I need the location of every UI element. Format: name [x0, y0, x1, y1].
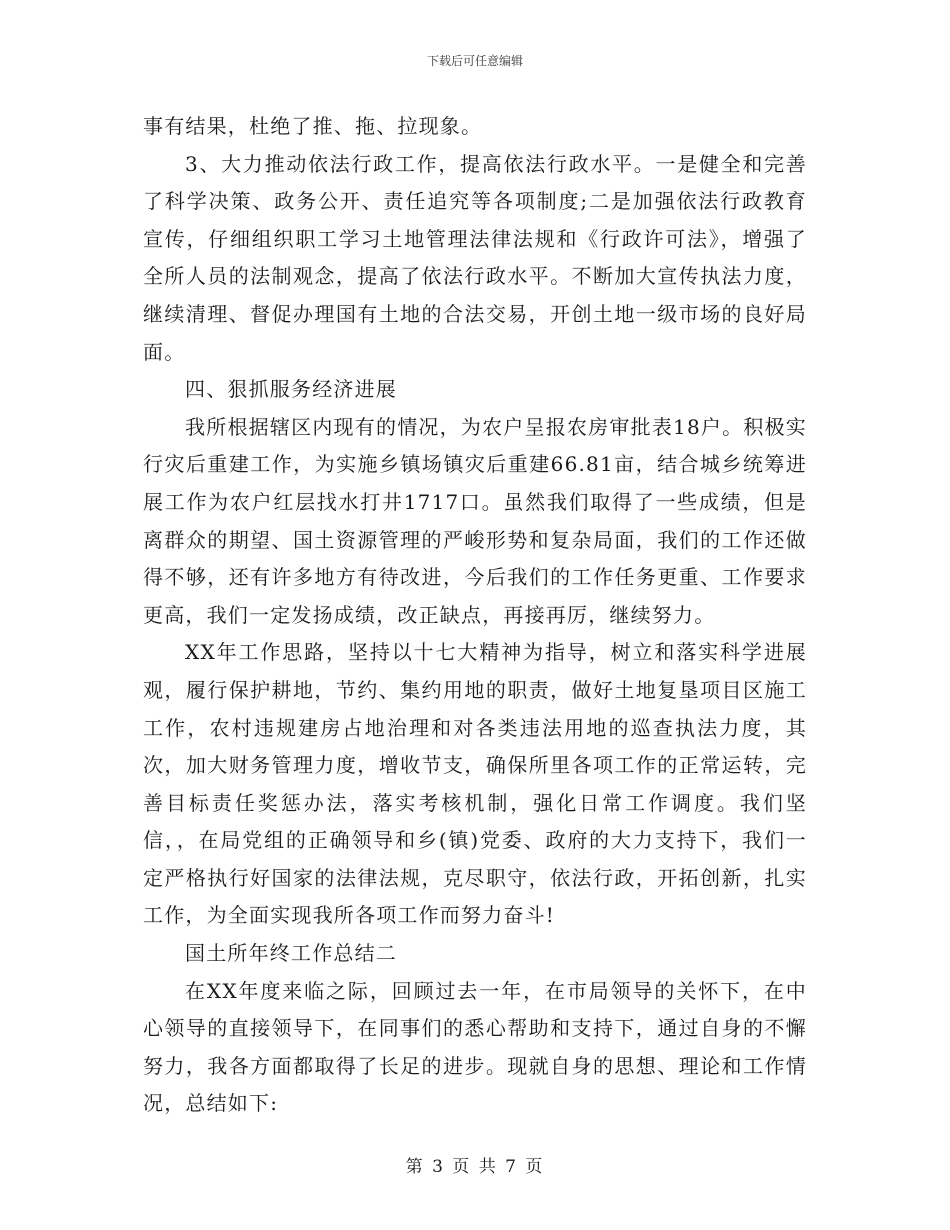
- paragraph-5: 在XX年度来临之际，回顾过去一年，在市局领导的关怀下，在中心领导的直接领导下，在同事们的悉心帮助和支持下，通过自身的不懈努力，我各方面都取得了长足的进步。现就自身的思想、理论和工作情况，总结如下:: [143, 978, 807, 1116]
- paragraph-3: 我所根据辖区内现有的情况，为农户呈报农房审批表18户。积极实行灾后重建工作，为实施乡镇场镇灾后重建66.81亩，结合城乡统筹进展工作为农户红层找水打井1717口。虽然我们取得了一些成绩，但是离群众的期望、国土资源管理的严峻形势和复杂局面，我们的工作还做得不够，还有许多地方有待改进，今后我们的工作任务更重、工作要求更高，我们一定发扬成绩，改正缺点，再接再厉，继续努力。: [143, 414, 807, 627]
- document-body: [143, 108, 807, 1123]
- paragraph-4: XX年工作思路，坚持以十七大精神为指导，树立和落实科学进展观，履行保护耕地，节约、集约用地的职责，做好土地复垦项目区施工工作，农村违规建房占地治理和对各类违法用地的巡查执法力度，其次，加大财务管理力度，增收节支，确保所里各项工作的正常运转，完善目标责任奖惩办法，落实考核机制，强化日常工作调度。我们坚信，，在局党组的正确领导和乡(镇)党委、政府的大力支持下，我们一定严格执行好国家的法律法规，克尽职守，依法行政，开拓创新，扎实工作，为全面实现我所各项工作而努力奋斗!: [143, 640, 807, 928]
- section-heading-summary-2: 国土所年终工作总结二: [185, 941, 397, 966]
- page-header-note: 下载后可任意编辑: [426, 54, 523, 68]
- paragraph-1: 事有结果，杜绝了推、拖、拉现象。: [143, 114, 483, 138]
- section-heading-4: 四、狠抓服务经济进展: [185, 377, 397, 402]
- paragraph-2: 3、大力推动依法行政工作，提高依法行政水平。一是健全和完善了科学决策、政务公开、责任追究等各项制度;二是加强依法行政教育宣传，仔细组织职工学习土地管理法律法规和《行政许可法》，增强了全所人员的法制观念，提高了依法行政水平。不断加大宣传执法力度，继续清理、督促办理国有土地的合法交易，开创土地一级市场的良好局面。: [143, 151, 807, 364]
- page-number: 第 3 页 共 7 页: [405, 1157, 545, 1177]
